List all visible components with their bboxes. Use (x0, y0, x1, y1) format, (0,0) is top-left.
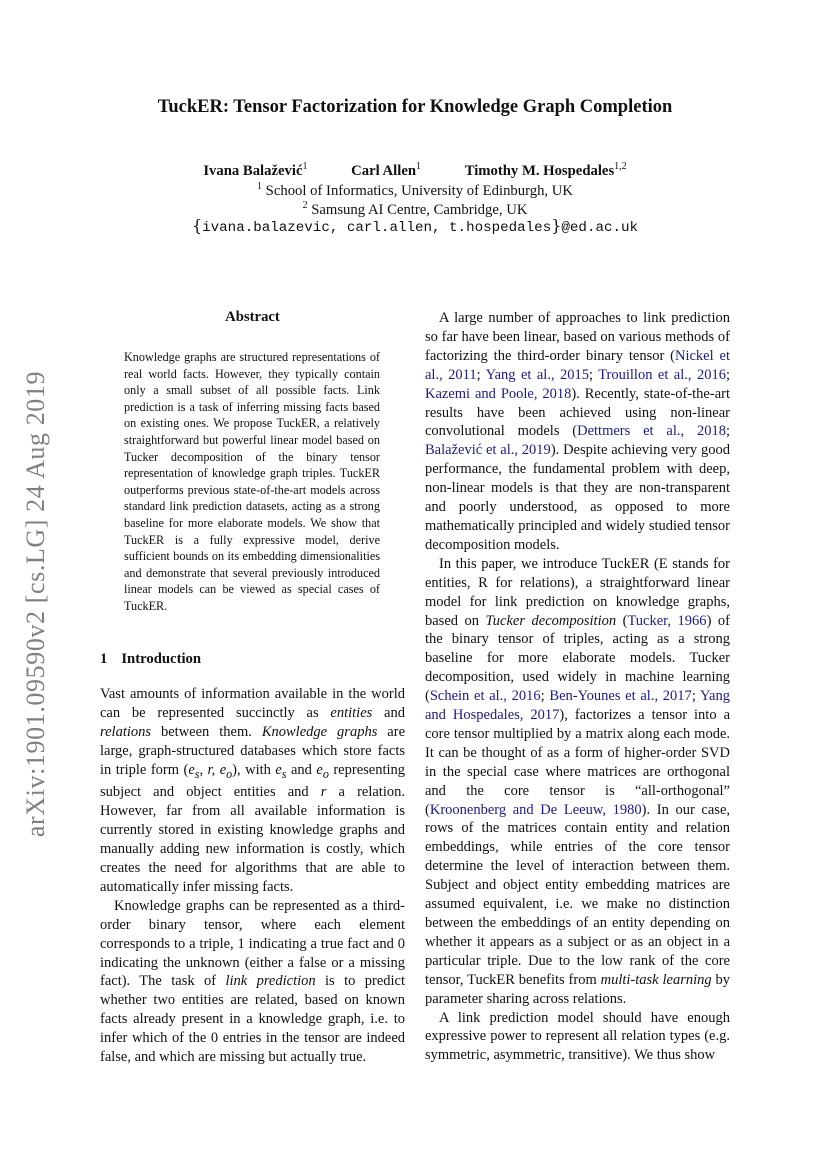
citation-link[interactable]: Balažević et al., 2019 (425, 442, 551, 459)
citation-link[interactable]: Ben-Younes et al., 2017 (549, 688, 692, 705)
right-column-body (425, 309, 730, 1065)
citation-link[interactable]: Dettmers et al., 2018 (577, 423, 726, 440)
citation-link[interactable]: Trouillon et al., 2016 (598, 366, 726, 383)
paragraph: A link prediction model should have enough expressive power to represent all relation types (e.g. symmetric, asymmetric, transitive). We thus show (425, 1009, 730, 1064)
citation-link[interactable]: Kroonenberg and De Leeuw, 1980 (429, 801, 642, 818)
citation-link[interactable]: Kazemi and Poole, 2018 (425, 385, 572, 402)
abstract-heading: Abstract (225, 309, 280, 325)
paragraph: Vast amounts of information available in the world can be represented succinctly as entities and relations between them. Knowledge graphs are large, graph-structured databases which store facts in triple form ($e_s$, r, $e_o$), with $e_s$ and $e_o$ representing subject and object entities and r a relation. However, far from all available information is currently stored in existing knowledge graphs and manually adding new information is costly, which creates the need for algorithms that are able to automatically infer missing facts. (100, 686, 406, 895)
citation-link[interactable]: Schein et al., 2016 (429, 688, 541, 705)
paragraph: Knowledge graphs can be represented as a third-order binary tensor, where each element corresponds to a triple, 1 indicating a true fact and 0 indicating the unknown (either a false or a missing fact). The task of link prediction is to predict whether two entities are related, based on known facts already present in a knowledge graph, i.e. to infer which of the 0 entries in the tensor are indeed false, and which are missing but actually true. (100, 897, 405, 1066)
citation-link[interactable]: Yang et al., 2015 (485, 366, 589, 383)
arxiv-watermark: arXiv:1901.09590v2 [cs.LG] 24 Aug 2019 (21, 370, 51, 837)
affiliation: $^1$ School of Informatics, University of Edinburgh, UK (257, 181, 573, 199)
left-column-body (100, 685, 405, 1067)
author-emails: {ivana.balazevic, carl.allen, t.hospedales}@ed.ac.uk (191, 216, 639, 236)
paragraph: A large number of approaches to link prediction so far have been linear, based on various methods of factorizing the third-order binary tensor (Nickel et al., 2011; Yang et al., 2015; Trouillon et al., 2016; Kazemi and Poole, 2018). Recently, state-of-the-art results have been achieved using non-linear convolutional models (Dettmers et al., 2018; Balažević et al., 2019). Despite achieving very good performance, the fundamental problem with deep, non-linear models is that they are non-transparent and poorly understood, as opposed to more mathematically principled and widely studied tensor decomposition models. (425, 310, 730, 553)
abstract-text: Knowledge graphs are structured representations of real world facts. However, they typically contain only a small subset of all possible facts. Link prediction is a task of inferring missing facts based on existing ones. We propose TuckER, a relatively straightforward but powerful linear model based on Tucker decomposition of the binary tensor representation of knowledge graph triples. TuckER outperforms previous state-of-the-art models across standard link prediction datasets, acting as a strong baseline for more elaborate models. We show that TuckER is a fully expressive model, derive sufficient bounds on its embedding dimensionalities and demonstrate that several previously introduced linear models can be viewed as special cases of TuckER. (124, 350, 380, 613)
section-heading: 1 Introduction (100, 651, 202, 667)
citation-link[interactable]: Yang and Hospedales, 2017 (425, 688, 730, 724)
author: Timothy M. Hospedales$^{1,2}$ (464, 161, 627, 179)
paper-title: TuckER: Tensor Factorization for Knowledge Graph Completion (157, 97, 673, 117)
affiliation: $^2$ Samsung AI Centre, Cambridge, UK (302, 200, 528, 218)
author: Carl Allen$^1$ (351, 161, 422, 179)
citation-link[interactable]: Nickel et al., 2011 (425, 347, 730, 383)
citation-link[interactable]: Tucker, 1966 (627, 612, 707, 629)
paragraph: In this paper, we introduce TuckER (E stands for entities, R for relations), a straightforward linear model for link prediction on knowledge graphs, based on Tucker decomposition (Tucker, 1966) of the binary tensor of triples, acting as a strong baseline for more elaborate models. Tucker decomposition, used widely in machine learning (Schein et al., 2016; Ben-Younes et al., 2017; Yang and Hospedales, 2017), factorizes a tensor into a core tensor multiplied by a matrix along each mode. It can be thought of as a form of higher-order SVD in the special case where matrices are orthogonal and the core tensor is “all-orthogonal” (Kroonenberg and De Leeuw, 1980). In our case, rows of the matrices contain entity and relation embeddings, while entries of the core tensor determine the level of interaction between them. Subject and object entity embedding matrices are assumed equivalent, i.e. we make no distinction between the embeddings of an entity depending on whether it appears as a subject or as an object in a particular triple. Due to the low rank of the core tensor, TuckER benefits from multi-task learning by parameter sharing across relations. (425, 555, 731, 1007)
author: Ivana Balažević$^1$ (203, 161, 308, 179)
